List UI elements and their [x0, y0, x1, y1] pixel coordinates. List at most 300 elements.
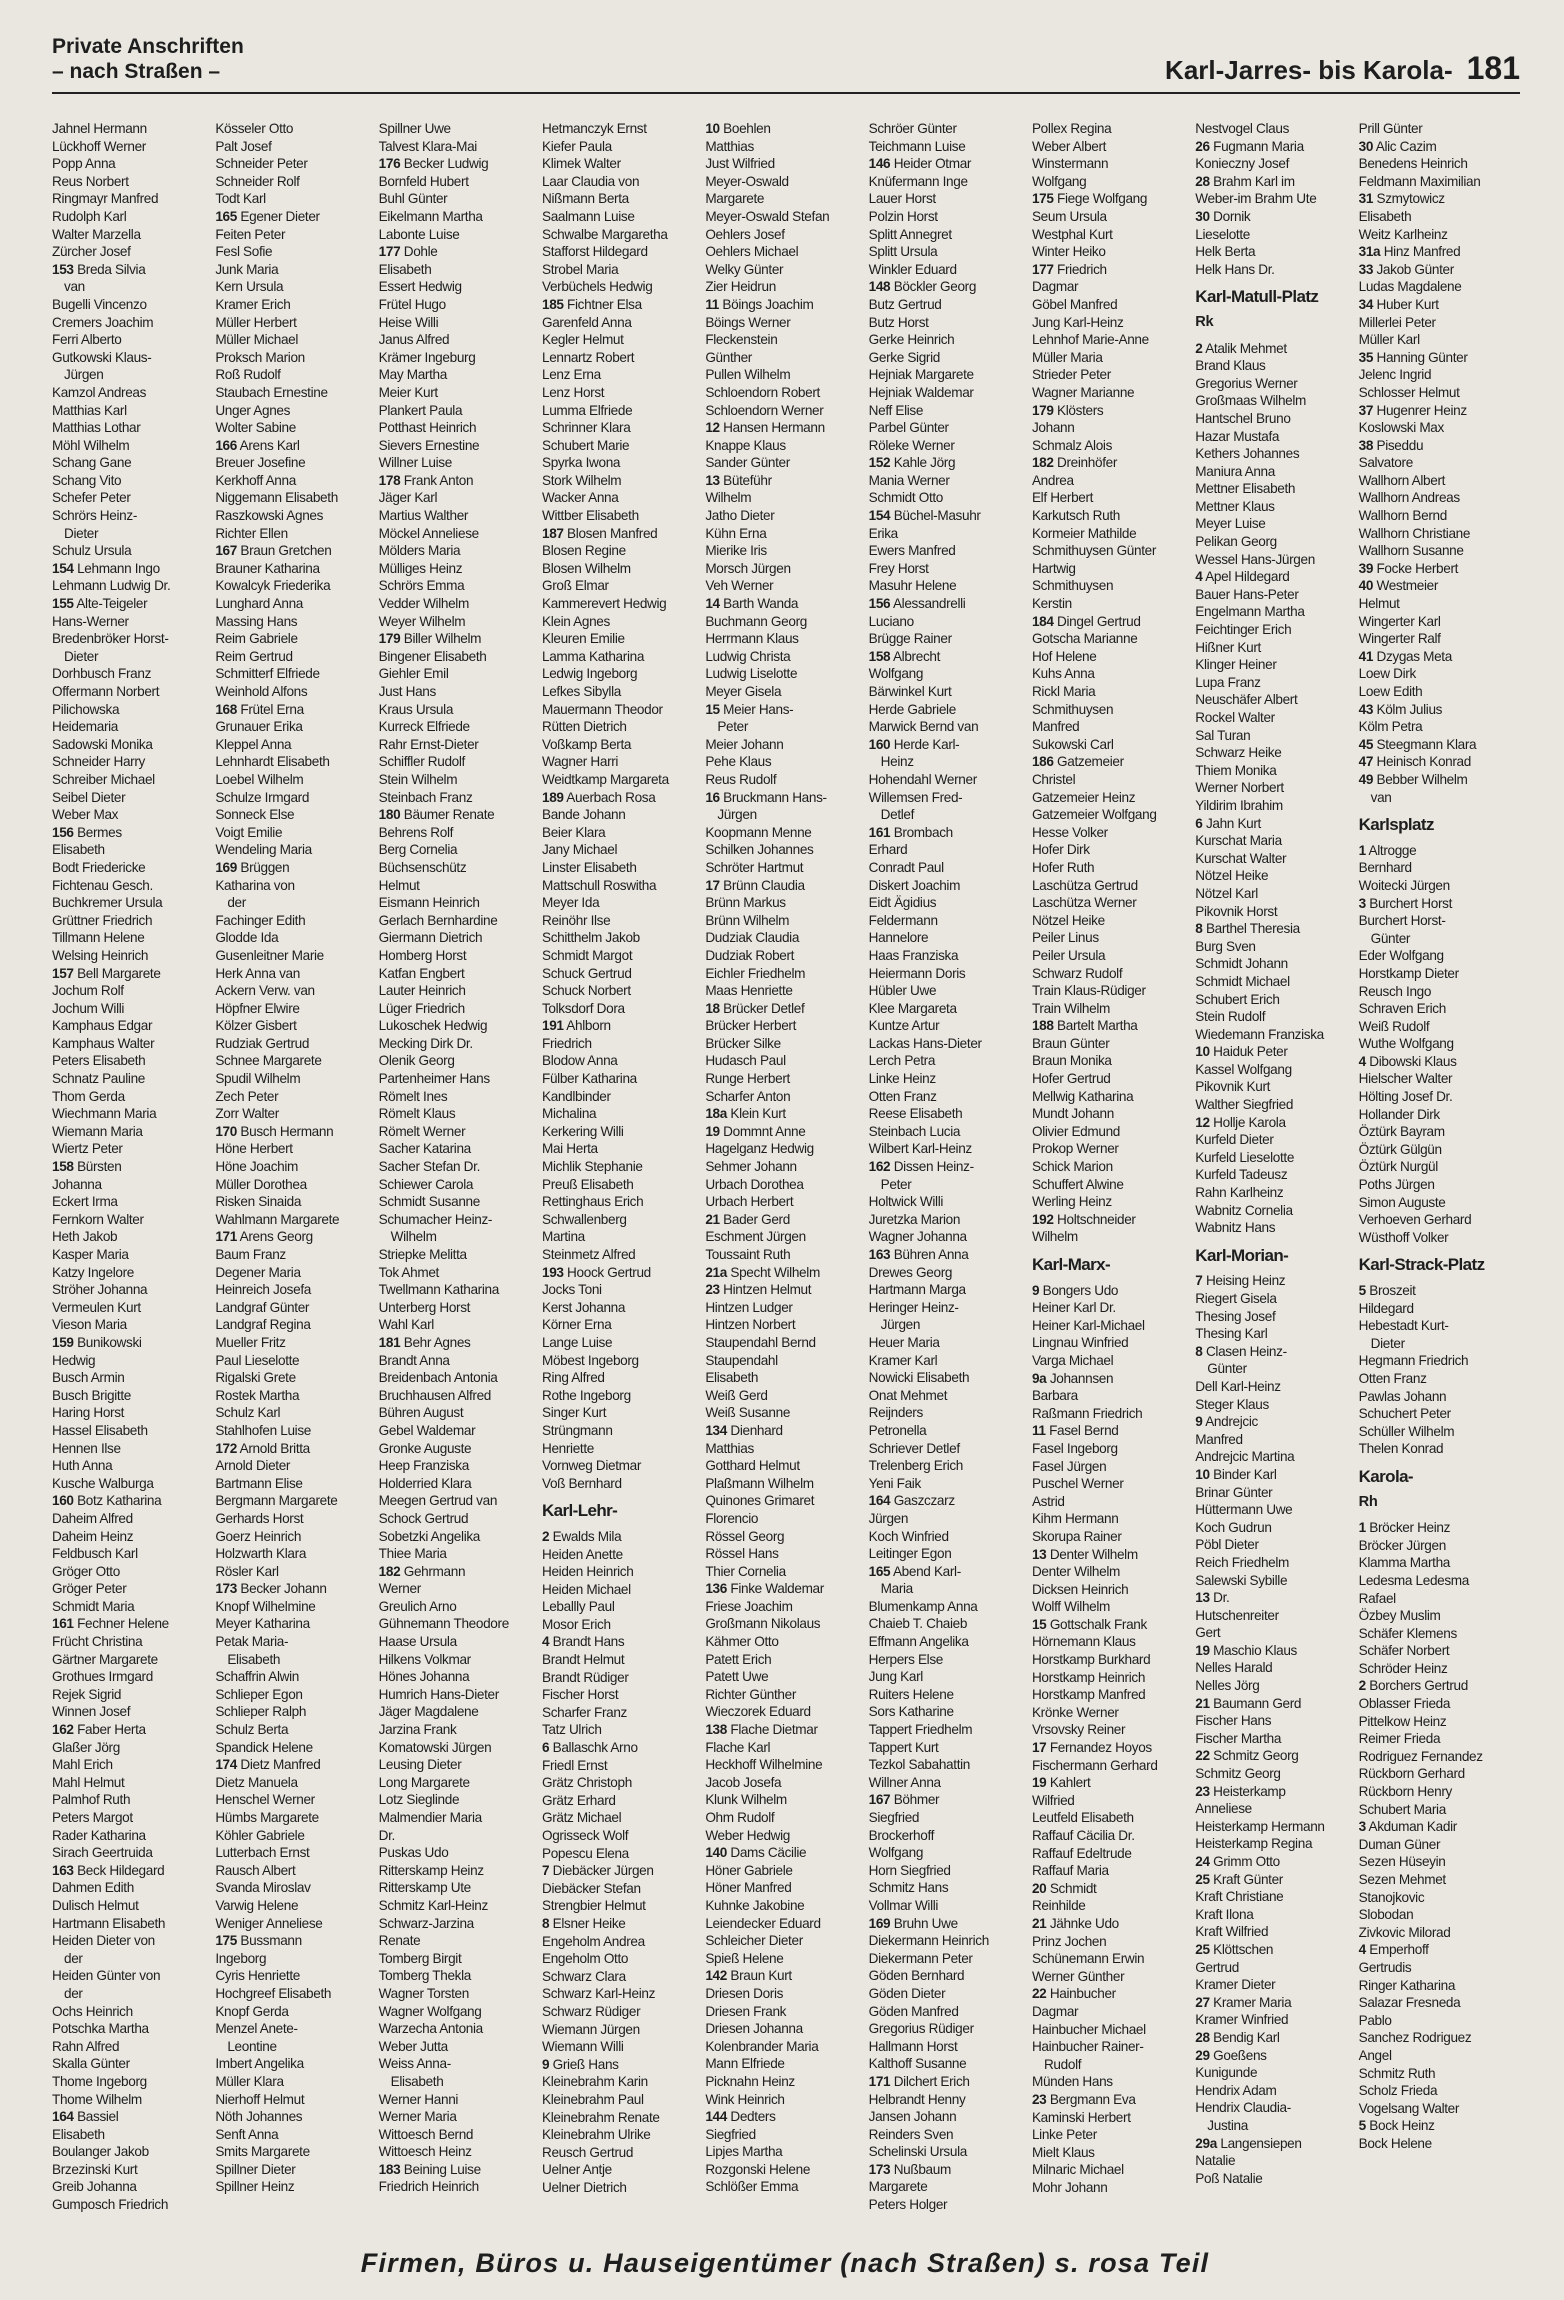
house-number: 21 [705, 1211, 720, 1227]
resident-entry: Özbey Muslim [1358, 1608, 1441, 1624]
resident-entry: Thesing Karl [1195, 1326, 1268, 1342]
resident-entry: Elf Herbert [1031, 490, 1094, 506]
resident-entry: 180 Bäumer Renate [378, 807, 495, 823]
resident-entry: Weyer Wilhelm [378, 613, 466, 629]
resident-entry: Ochs Heinrich [52, 2003, 133, 2019]
resident-entry: Wacker Anna [541, 490, 619, 506]
resident-entry: Meyer Luise [1195, 516, 1266, 532]
resident-entry: 39 Focke Herbert [1358, 560, 1459, 576]
resident-entry: Brandt Rüdiger [541, 1669, 629, 1685]
resident-entry: Wessel Hans-Jürgen [1195, 551, 1315, 567]
resident-entry: Maria [880, 1581, 913, 1597]
resident-entry: Schmithuysen Günter [1031, 543, 1157, 559]
resident-entry: Jäger Magdalene [378, 1704, 479, 1720]
resident-entry: Flache Karl [705, 1739, 771, 1755]
resident-entry: Martius Walther [378, 508, 469, 524]
resident-entry: Rockel Walter [1195, 710, 1275, 725]
house-number: 29 [1195, 2047, 1210, 2063]
resident-entry: Verbüchels Hedwig [541, 279, 653, 295]
house-number: 28 [1195, 2029, 1210, 2045]
street-range-label: Karl-Jarres- bis Karola- [1165, 55, 1453, 85]
resident-entry: Elisabeth [705, 1370, 759, 1386]
house-number: 144 [705, 2109, 727, 2125]
house-number: 18 [705, 1000, 720, 1016]
house-number: 26 [1195, 138, 1210, 154]
resident-entry: Reijnders [868, 1405, 923, 1421]
resident-entry: Lupa Franz [1195, 674, 1261, 690]
resident-entry: Wiedemann Franziska [1195, 1026, 1324, 1042]
resident-entry: Wüsthoff Volker [1358, 1229, 1449, 1245]
resident-entry: Schriever Detlef [868, 1440, 960, 1456]
resident-entry: Hüttermann Uwe [1195, 1502, 1293, 1518]
resident-entry: Wagner Harri [541, 754, 619, 770]
house-number: 170 [215, 1123, 237, 1139]
resident-entry: Mosor Erich [541, 1616, 611, 1632]
resident-entry: 14 Barth Wanda [705, 596, 799, 612]
resident-entry: Kamzol Andreas [52, 384, 147, 400]
resident-entry: Walther Siegfried [1195, 1097, 1294, 1113]
resident-entry: 8 Elsner Heike [541, 1915, 626, 1931]
resident-entry: Tappert Kurt [868, 1739, 939, 1755]
house-number: 164 [52, 2109, 74, 2125]
resident-entry: Schubert Erich [1195, 991, 1280, 1007]
house-number: 21 [1031, 1915, 1047, 1931]
resident-entry: Siegfried [705, 2126, 756, 2142]
resident-entry: Unger Agnes [215, 402, 291, 418]
resident-entry: 173 Nußbaum [868, 2161, 951, 2177]
resident-entry: 18 Brücker Detlef [705, 1000, 805, 1016]
house-number: 175 [215, 1933, 237, 1949]
resident-entry: Schlieper Egon [215, 1686, 303, 1702]
resident-entry: Loebel Wilhelm [215, 771, 304, 787]
resident-entry: Kiefer Paula [541, 138, 612, 154]
resident-entry: Kölzer Gisbert [215, 1018, 297, 1034]
resident-entry: Eckert Irma [52, 1194, 118, 1210]
resident-entry: Landgraf Günter [215, 1299, 310, 1315]
resident-entry: Gregorius Rüdiger [868, 2021, 974, 2037]
resident-entry: 9 Bongers Udo [1031, 1282, 1119, 1298]
house-number: 28 [1195, 173, 1210, 189]
resident-entry: Schmitz Hans [868, 1880, 949, 1896]
resident-entry: 34 Huber Kurt [1358, 296, 1439, 312]
house-number: 38 [1358, 437, 1374, 453]
resident-entry: Weiß Gerd [705, 1387, 768, 1403]
resident-entry: Kurschat Walter [1195, 850, 1287, 866]
resident-entry: Millerlei Peter [1358, 314, 1436, 330]
resident-entry: 38 Piseddu [1358, 437, 1424, 453]
section-title [52, 34, 244, 84]
resident-entry: Müller Dorothea [215, 1176, 307, 1192]
resident-entry: Lauter Heinrich [378, 983, 466, 999]
resident-entry: 161 Brombach [868, 824, 953, 840]
resident-entry: Gert [1195, 1625, 1221, 1641]
house-number: 9 [1195, 1414, 1203, 1430]
resident-entry: Horstkamp Burkhard [1031, 1652, 1151, 1668]
resident-entry: Linke Peter [1031, 2127, 1097, 2143]
house-number: 30 [1358, 138, 1374, 154]
resident-entry: Brücker Herbert [705, 1018, 797, 1034]
resident-entry: Fischer Hans [1195, 1713, 1272, 1729]
resident-entry: Gusenleitner Marie [215, 947, 324, 963]
resident-entry: Kihm Hermann [1031, 1511, 1119, 1527]
resident-entry: Helmut [1358, 596, 1400, 612]
resident-entry: Günther [705, 349, 752, 365]
resident-entry: Günter [1370, 930, 1411, 946]
resident-entry: Schiffler Rudolf [378, 754, 465, 770]
resident-entry: 153 Breda Silvia [52, 261, 146, 277]
resident-entry: Angel [1358, 2047, 1392, 2063]
resident-entry: Schmidt Otto [868, 490, 944, 506]
resident-entry: Schulze Irmgard [215, 789, 310, 805]
house-number: 171 [215, 1229, 237, 1245]
resident-entry: Peter [880, 1176, 912, 1192]
resident-entry: Fleckenstein [705, 332, 778, 348]
resident-entry: Christel [1031, 771, 1076, 787]
resident-entry: Bornfeld Hubert [378, 173, 469, 189]
resident-entry: Karkutsch Ruth [1031, 508, 1121, 524]
resident-entry: Müller Maria [1031, 349, 1103, 365]
resident-entry: Oblasser Frieda [1358, 1696, 1451, 1712]
resident-entry: 158 Albrecht [868, 648, 941, 664]
resident-entry: Buhl Günter [378, 191, 448, 207]
resident-entry: Gotscha Marianne [1031, 631, 1138, 647]
resident-entry: Palt Josef [215, 138, 272, 154]
resident-entry: Buchkremer Ursula [52, 895, 163, 911]
house-number: 154 [868, 508, 891, 524]
house-number: 179 [1031, 402, 1054, 418]
resident-entry: 189 Auerbach Rosa [541, 789, 656, 805]
resident-entry: 24 Grimm Otto [1195, 1854, 1280, 1869]
resident-entry: 23 Hintzen Helmut [705, 1282, 812, 1298]
resident-entry: Poths Jürgen [1358, 1177, 1435, 1193]
resident-entry: Rössel Georg [705, 1528, 785, 1544]
resident-entry: Lehnhof Marie-Anne [1031, 332, 1149, 348]
house-number: 33 [1358, 261, 1374, 277]
resident-entry: Rausch Albert [215, 1862, 296, 1878]
resident-entry: Lehmann Ludwig Dr. [52, 578, 171, 594]
resident-entry: Werner Hanni [378, 2091, 459, 2107]
resident-entry: Hißner Kurt [1195, 639, 1261, 655]
resident-entry: Goerz Heinrich [215, 1528, 302, 1544]
resident-entry: Imbert Angelika [215, 2056, 304, 2072]
resident-entry: Jochum Rolf [52, 983, 124, 999]
resident-entry: Krönke Werner [1031, 1704, 1119, 1720]
resident-entry: Gumposch Friedrich [52, 2197, 169, 2213]
resident-entry: Hennen Ilse [52, 1440, 121, 1456]
house-number: 182 [1031, 455, 1054, 471]
directory-column [213, 120, 374, 2232]
resident-entry: Mundt Johann [1031, 1106, 1114, 1122]
resident-entry: Wagner Johanna [868, 1229, 967, 1245]
resident-entry: Sukowski Carl [1031, 736, 1114, 752]
resident-entry: Linster Elisabeth [541, 859, 637, 875]
resident-entry: Knopf Gerda [215, 2003, 289, 2019]
house-number: 169 [215, 859, 237, 875]
house-number: 30 [1195, 208, 1210, 224]
resident-entry: Friedrich Heinrich [378, 2179, 479, 2195]
resident-entry: Feiten Peter [215, 226, 286, 242]
resident-entry: van [1370, 789, 1392, 805]
resident-entry: May Martha [378, 367, 447, 383]
resident-entry: Spudil Wilhelm [215, 1071, 301, 1087]
resident-entry: Diekermann Peter [868, 1950, 973, 1966]
resident-entry: 21a Specht Wilhelm [705, 1264, 820, 1280]
resident-entry: Picknahn Heinz [705, 2073, 795, 2089]
resident-entry: Jacob Josefa [705, 1774, 782, 1790]
house-number: 2 [541, 1528, 550, 1544]
resident-entry: 23 Heisterkamp [1195, 1783, 1286, 1799]
resident-entry: Drewes Georg [868, 1264, 953, 1280]
resident-entry: Schitthelm Jakob [541, 930, 640, 946]
resident-entry: Matthias [705, 138, 754, 154]
resident-entry: Hof Helene [1031, 648, 1097, 664]
resident-entry: Laar Claudia von [541, 173, 640, 189]
resident-entry: Hejniak Waldemar [868, 384, 974, 400]
resident-entry: Wallhorn Albert [1358, 472, 1446, 488]
house-number: 4 [1358, 1942, 1366, 1958]
house-number: 35 [1358, 349, 1374, 365]
resident-entry: Verhoeven Gerhard [1358, 1212, 1472, 1228]
resident-entry: Fernkorn Walter [52, 1211, 144, 1227]
resident-entry: Hilkens Volkmar [378, 1651, 471, 1667]
resident-entry: Schmidt Susanne [378, 1194, 480, 1210]
resident-entry: Weiß Susanne [705, 1405, 791, 1421]
resident-entry: Kerstin [1031, 596, 1072, 612]
resident-entry: 20 Schmidt [1031, 1880, 1097, 1896]
resident-entry: 1 Altrogge [1358, 842, 1417, 858]
resident-entry: Heckhoff Wilhelmine [705, 1757, 823, 1773]
resident-entry: Steinbach Lucia [868, 1123, 961, 1139]
resident-entry: Nötzel Karl [1195, 885, 1258, 901]
resident-entry: Kramer Dieter [1195, 1977, 1276, 1993]
resident-entry: Manfred [1031, 719, 1080, 735]
resident-entry: Frütel Hugo [378, 296, 446, 312]
resident-entry: Junk Maria [215, 261, 279, 277]
resident-entry: 13 Dr. [1195, 1590, 1230, 1606]
resident-entry: Fischer Horst [541, 1687, 619, 1703]
resident-entry: Lefkes Sibylla [541, 684, 621, 699]
resident-entry: Renate [378, 1933, 421, 1949]
resident-entry: Peters Holger [868, 2197, 948, 2213]
resident-entry: Schuchert Peter [1358, 1406, 1451, 1422]
resident-entry: Staupendahl [705, 1352, 778, 1368]
resident-entry: Peiler Ursula [1031, 947, 1106, 963]
resident-entry: Vedder Wilhelm [378, 596, 469, 612]
house-number: 8 [1195, 1343, 1203, 1359]
street-heading: Karl-Morian- [1195, 1245, 1289, 1265]
resident-entry: Bartmann Elise [215, 1475, 303, 1491]
resident-entry: Tappert Friedhelm [868, 1722, 973, 1738]
house-number: 9 [541, 2056, 550, 2072]
resident-entry: Wallhorn Andreas [1358, 490, 1460, 506]
resident-entry: Luciano [868, 613, 914, 629]
resident-entry: Hetmanczyk Ernst [541, 121, 647, 136]
resident-entry: Wolfgang [868, 1845, 924, 1861]
resident-entry: Roß Rudolf [215, 367, 281, 383]
resident-entry: 4 Dibowski Klaus [1358, 1053, 1457, 1069]
resident-entry: 169 Brüggen [215, 859, 290, 875]
resident-entry: Garenfeld Anna [541, 314, 632, 330]
resident-entry: Helk Hans Dr. [1195, 261, 1275, 277]
resident-entry: Herpers Else [868, 1651, 944, 1667]
resident-entry: 2 Borchers Gertrud [1358, 1678, 1468, 1694]
resident-entry: Busch Brigitte [52, 1387, 131, 1403]
house-number: 157 [52, 965, 74, 981]
resident-entry: Grätz Michael [541, 1810, 622, 1826]
resident-entry: Weber-im Brahm Ute [1195, 191, 1317, 207]
resident-entry: Lotz Sieglinde [378, 1792, 460, 1808]
house-number: 4 [1195, 569, 1203, 585]
resident-entry: Dulisch Helmut [52, 1897, 139, 1913]
resident-entry: Michlik Stephanie [541, 1159, 643, 1175]
house-number: 163 [868, 1247, 891, 1262]
resident-entry: Mohr Johann [1031, 2179, 1108, 2195]
resident-entry: Dudziak Robert [705, 947, 795, 963]
resident-entry: Butz Gertrud [868, 296, 942, 312]
resident-entry: Breuer Josefine [215, 455, 306, 471]
resident-entry: Sal Turan [1195, 727, 1251, 743]
resident-entry: Margarete [705, 191, 765, 207]
resident-entry: Heidemaria [52, 719, 119, 735]
resident-entry: Klimek Walter [541, 156, 621, 172]
resident-entry: Giehler Emil [378, 666, 449, 682]
resident-entry: Weber Jutta [378, 2038, 448, 2054]
resident-entry: 172 Arnold Britta [215, 1440, 310, 1456]
resident-entry: Großmaas Wilhelm [1195, 393, 1307, 409]
resident-entry: Kraft Christiane [1195, 1889, 1284, 1905]
resident-entry: Helk Berta [1195, 244, 1256, 260]
resident-entry: Eikelmann Martha [378, 208, 483, 224]
resident-entry: Wagner Torsten [378, 1985, 469, 2001]
page-header [52, 32, 1520, 92]
house-number: 156 [868, 596, 891, 612]
resident-entry: Plankert Paula [378, 402, 463, 418]
house-number: 174 [215, 1757, 237, 1773]
house-number: 1 [1358, 1520, 1366, 1536]
resident-entry: Diskert Joachim [868, 877, 961, 893]
resident-entry: Raffauf Cäcilia Dr. [1031, 1828, 1135, 1843]
resident-entry: Just Wilfried [705, 156, 775, 172]
resident-entry: Mueller Fritz [215, 1334, 286, 1350]
resident-entry: Böings Werner [705, 314, 791, 330]
resident-entry: Bingener Elisabeth [378, 648, 487, 664]
resident-entry: Toussaint Ruth [705, 1247, 791, 1262]
resident-entry: Rückborn Gerhard [1358, 1766, 1465, 1782]
resident-entry: Fischermann Gerhard [1031, 1757, 1158, 1773]
resident-entry: Proksch Marion [215, 349, 305, 365]
resident-entry: Matthias [705, 1440, 754, 1456]
resident-entry: Tomberg Birgit [378, 1950, 462, 1966]
house-number: 138 [705, 1722, 727, 1738]
resident-entry: Gerke Heinrich [868, 332, 955, 348]
resident-entry: Bärwinkel Kurt [868, 684, 952, 699]
resident-entry: Loew Dirk [1358, 666, 1416, 682]
resident-entry: Reich Friedhelm [1195, 1554, 1290, 1570]
resident-entry: Wittoesch Heinz [378, 2144, 472, 2160]
resident-entry: 22 Schmitz Georg [1195, 1748, 1299, 1764]
resident-entry: Glaßer Jörg [52, 1739, 120, 1755]
resident-entry: Schmitz Ruth [1358, 2065, 1436, 2081]
resident-entry: Gröger Otto [52, 1563, 120, 1579]
resident-entry: Mölders Maria [378, 543, 461, 559]
resident-entry: Sobetzki Angelika [378, 1528, 481, 1544]
resident-entry: Strüngmann [541, 1422, 613, 1438]
resident-entry: Thom Gerda [52, 1088, 125, 1104]
resident-entry: Meyer Katharina [215, 1616, 310, 1632]
resident-entry: Herrmann Klaus [705, 631, 799, 647]
resident-entry: Heinreich Josefa [215, 1282, 311, 1298]
resident-entry: Feldmann Maximilian [1358, 173, 1481, 189]
resident-entry: Long Margarete [378, 1774, 470, 1790]
resident-entry: 179 Biller Wilhelm [378, 631, 482, 647]
resident-entry: Patett Erich [705, 1651, 772, 1667]
resident-entry: Weinhold Alfons [215, 684, 308, 699]
house-number: 37 [1358, 402, 1374, 418]
resident-entry: 33 Jakob Günter [1358, 261, 1454, 277]
house-number: 192 [1031, 1211, 1054, 1227]
resident-entry: Bröcker Jürgen [1358, 1537, 1446, 1553]
house-number: 21a [705, 1264, 727, 1280]
resident-entry: Quinones Grimaret [705, 1493, 815, 1509]
resident-entry: Dudziak Claudia [705, 930, 800, 946]
resident-entry: Fülber Katharina [541, 1071, 637, 1087]
resident-entry: Kern Ursula [215, 279, 284, 295]
resident-entry: Pöbl Dieter [1195, 1537, 1259, 1553]
resident-entry: Steinbach Franz [378, 789, 473, 805]
resident-entry: Heiden Anette [541, 1546, 623, 1562]
resident-entry: Schuffert Alwine [1031, 1176, 1124, 1192]
resident-entry: Puschel Werner [1031, 1476, 1124, 1492]
resident-entry: Burchert Horst- [1358, 913, 1446, 929]
resident-entry: Splitt Annegret [868, 226, 952, 242]
resident-entry: Denter Wilhelm [1031, 1564, 1120, 1580]
resident-entry: Wahl Karl [378, 1317, 434, 1333]
resident-entry: Wallhorn Christiane [1358, 525, 1471, 541]
resident-entry: Winstermann [1031, 156, 1109, 172]
resident-entry: Wiemann Willi [541, 2039, 624, 2055]
resident-entry: 8 Clasen Heinz- [1195, 1343, 1287, 1359]
resident-entry: Eismann Heinrich [378, 895, 480, 911]
district-code: Rh [1358, 1493, 1378, 1510]
resident-entry: Siegfried [868, 1810, 920, 1825]
resident-entry: Benedens Heinrich [1358, 156, 1468, 172]
resident-entry: 31 Szmytowicz [1358, 191, 1445, 207]
house-number: 179 [378, 631, 401, 647]
resident-entry: Striepke Melitta [378, 1247, 467, 1262]
resident-entry: Jürgen [868, 1510, 909, 1526]
resident-entry: Kowalcyk Friederika [215, 578, 331, 594]
resident-entry: Weidtkamp Margareta [541, 771, 669, 787]
resident-entry: Lukoschek Hedwig [378, 1018, 488, 1034]
house-number: 159 [52, 1334, 74, 1350]
resident-entry: Schang Gane [52, 455, 132, 471]
resident-entry: Wiemann Jürgen [541, 2021, 640, 2037]
resident-entry: Müller Karl [1358, 332, 1420, 348]
resident-entry: Jäger Karl [378, 490, 438, 506]
resident-entry: Sanchez Rodriguez [1358, 2030, 1472, 2046]
resident-entry: Schlößer Emma [705, 2179, 799, 2195]
resident-entry: Holderried Klara [378, 1475, 472, 1491]
resident-entry: Plaßmann Wilhelm [705, 1475, 814, 1491]
resident-entry: 30 Alic Cazim [1358, 138, 1437, 154]
resident-entry: Rütten Dietrich [541, 719, 627, 735]
resident-entry: Müller Michael [215, 332, 299, 348]
resident-entry: Hassel Elisabeth [52, 1422, 148, 1438]
resident-entry: Yildirim Ibrahim [1195, 797, 1283, 813]
house-number: 163 [52, 1862, 74, 1878]
resident-entry: Winnen Josef [52, 1704, 131, 1720]
resident-entry: Kunigunde [1195, 2065, 1258, 2081]
